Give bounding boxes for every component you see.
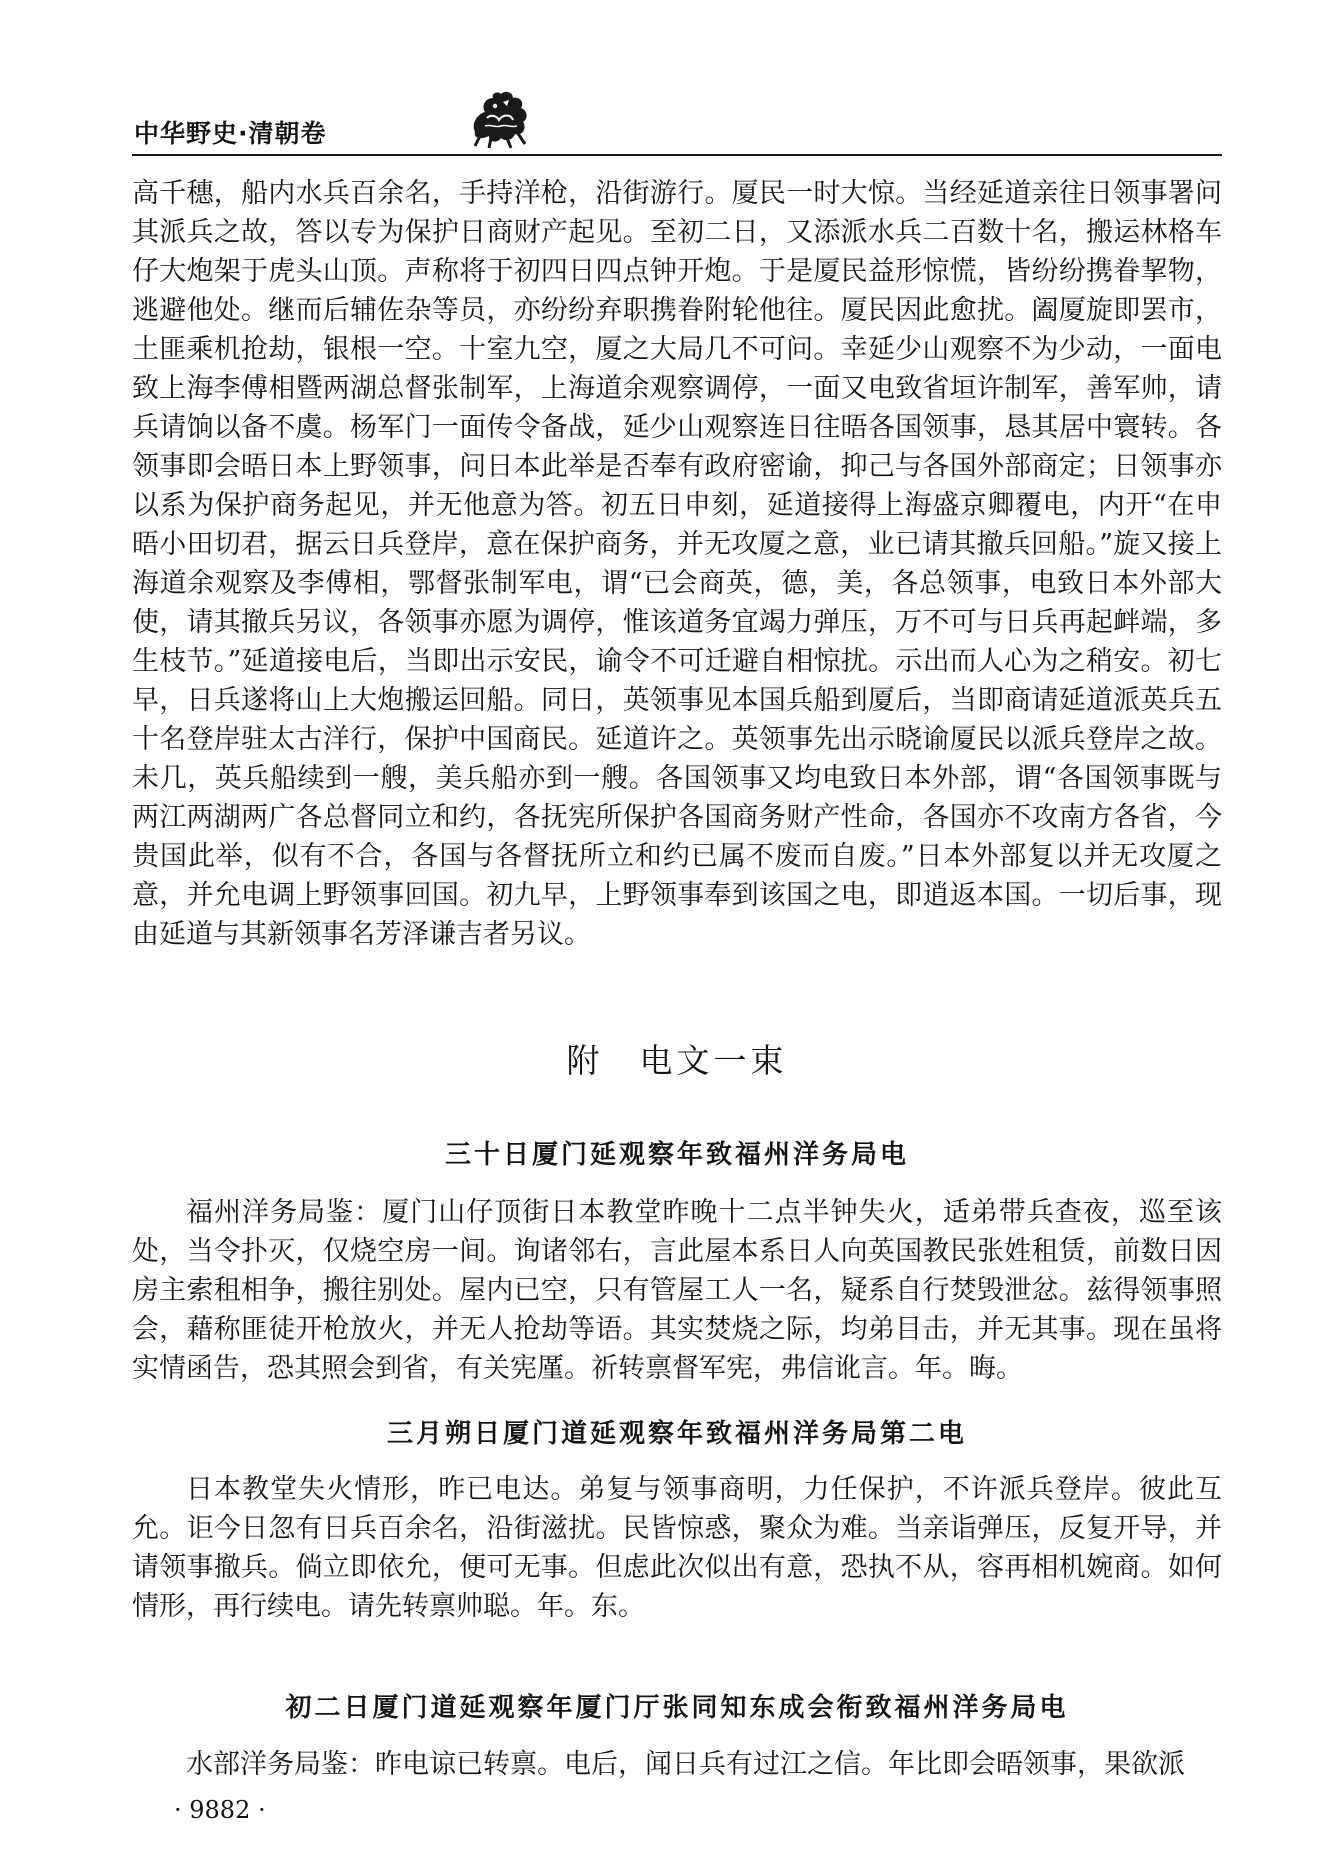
running-header: [132, 108, 1222, 154]
telegram-body: [132, 1745, 1222, 1784]
appendix-word-2: 电文一束: [639, 1041, 788, 1080]
telegram-heading: 初二日厦门道延观察年厦门厅张同知东成会衔致福州洋务局电: [285, 1693, 1069, 1723]
page-number: · 9882 ·: [174, 1796, 266, 1824]
telegram-heading: 三十日厦门延观察年致福州洋务局电: [444, 1140, 909, 1170]
appendix-title: [132, 1035, 1222, 1082]
header-rule: [132, 154, 1222, 156]
telegram-paragraph: 水部洋务局鉴：昨电谅已转禀。电后，闻日兵有过江之信。年比即会晤领事，果欲派: [186, 1749, 1185, 1780]
appendix-word-1: 附: [566, 1041, 604, 1080]
book-title: 中华野史·清朝卷: [134, 119, 327, 148]
telegram-body: [132, 1470, 1222, 1626]
body-paragraph: 高千穗，船内水兵百余名，手持洋枪，沿街游行。厦民一时大惊。当经延道亲往日领事署问其派兵之故，答以专为保护日商财产起见。至初二日，又添派水兵二百数十名，搬运林格车仔大炮架于虎头山顶。声称将于初四日四点钟开炮。于是厦民益形惊慌，皆纷纷携眷挈物，逃避他处。继而后辅佐杂等员，亦纷纷弃职携眷附轮他往。厦民因此愈扰。阖厦旋即罢市，土匪乘机抢劫，银根一空。十室九空，厦之大局几不可问。幸延少山观察不为少动，一面电致上海李傅相暨两湖总督张制军，上海道余观察调停，一面又电致省垣许制军，善军帅，请兵请饷以备不虞。杨军门一面传令备战，延少山观察连日往晤各国领事，恳其居中寰转。各领事即会晤日本上野领事，问日本此举是否奉有政府密谕，抑己与各国外部商定；日领事亦以系为保护商务起见，并无他意为答。初五日申刻，延道接得上海盛京卿覆电，内开“在申晤小田切君，据云日兵登岸，意在保护商务，并无攻厦之意，业已请其撤兵回船。”旋又接上海道余观察及李傅相，鄂督张制军电，谓“已会商英，德，美，各总领事，电致日本外部大使，请其撤兵另议，各领事亦愿为调停，惟该道务宜竭力弹压，万不可与日兵再起衅端，多生枝节。”延道接电后，当即出示安民，谕令不可迁避自相惊扰。示出而人心为之稍安。初七早，日兵遂将山上大炮搬运回船。同日，英领事见本国兵船到厦后，当即商请延道派英兵五十名登岸驻太古洋行，保护中国商民。延道许之。英领事先出示晓谕厦民以派兵登岸之故。未几，英兵船续到一艘，美兵船亦到一艘。各国领事又均电致日本外部，谓“各国领事既与两江两湖两广各总督同立和约，各抚宪所保护各国商务财产性命，各国亦不攻南方各省，今贵国此举，似有不合，各国与各督抚所立和约已属不废而自废。”日本外部复以并无攻厦之意，并允电调上野领事回国。初九早，上野领事奉到该国之电，即逍返本国。一切后事，现由延道与其新领事名芳泽谦吉者另议。: [132, 178, 1222, 950]
telegram-body: [132, 1193, 1222, 1388]
dragon-icon: [467, 88, 533, 150]
main-body: [132, 174, 1222, 954]
telegram-heading: 三月朔日厦门道延观察年致福州洋务局第二电: [386, 1419, 967, 1449]
telegram-paragraph: 日本教堂失火情形，昨已电达。弟复与领事商明，力任保护，不许派兵登岸。彼此互允。讵今日忽有日兵百余名，沿街滋扰。民皆惊惑，聚众为难。当亲诣弹压，反复开导，并请领事撤兵。倘立即依允，便可无事。但虑此次似出有意，恐执不从，容再相机婉商。如何情形，再行续电。请先转禀帅聪。年。东。: [132, 1474, 1222, 1622]
telegram-paragraph: 福州洋务局鉴：厦门山仔顶街日本教堂昨晚十二点半钟失火，适弟带兵查夜，巡至该处，当令扑灭，仅烧空房一间。询诸邻右，言此屋本系日人向英国教民张姓租赁，前数日因房主索租相争，搬往别处。屋内已空，只有管屋工人一名，疑系自行焚毁泄忿。兹得领事照会，藉称匪徒开枪放火，并无人抢劫等语。其实焚烧之际，均弟目击，并无其事。现在虽将实情函告，恐其照会到省，有关宪厪。祈转禀督军宪，弗信讹言。年。晦。: [132, 1197, 1222, 1384]
